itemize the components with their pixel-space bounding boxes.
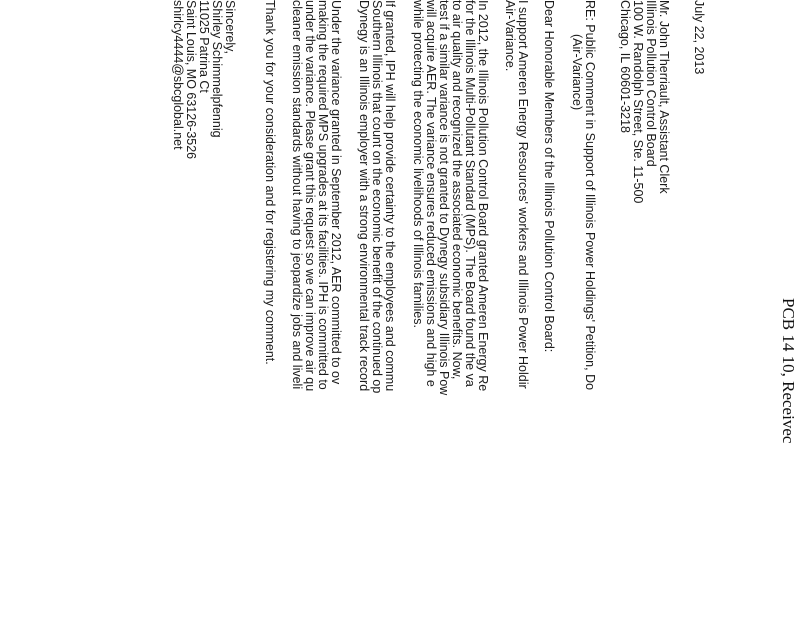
recipient-line: 100 W. Randolph Street, Ste. 11-500 [631, 0, 645, 204]
paragraph-line: In 2012, the Illinois Pollution Control Board granted Ameren Energy Re [476, 0, 490, 392]
recipient-line: Mr. John Therriault, Assistant Clerk [657, 0, 671, 194]
signer-line: Shirley Schimmelpfennig [210, 0, 224, 138]
salutation: Dear Honorable Members of the Illinois Pollution Control Board: [542, 0, 556, 353]
subject-line: RE: Public Comment in Support of Illinois Power Holdings' Petition, Do [583, 0, 597, 391]
paragraph-line: Southern Illinois that count on the economic benefit of the continued op [370, 0, 384, 394]
paragraph-line: test if a similar variance is not granted to Dynegy subsidiary Illinois Pow [437, 0, 451, 396]
paragraph-line: If granted, IPH will help provide certainty to the employees and commu [383, 0, 397, 392]
closing: Sincerely, [223, 0, 237, 54]
signer-line: Saint Louis, MO 63126-3526 [184, 0, 198, 160]
recipient-line: Illinois Pollution Control Board [644, 0, 658, 167]
paragraph-line: making the required MPS upgrades at its facilities. IPH is committed to [316, 0, 330, 390]
paragraph-line: for the Illinois Multi-Pollutant Standard (MPS). The Board found the va [463, 0, 477, 387]
received-stamp: PCB 14 10, Receivec [779, 298, 798, 444]
paragraph-line: will acquire AER. The variance ensures reduced emissions and high e [424, 0, 438, 387]
paragraph-line: Air-Variance. [503, 0, 517, 72]
subject-line: (Air-Variance) [570, 34, 584, 111]
signer-line: shirlcy4444@sbcglobal.net [171, 0, 185, 150]
letter-date: July 22, 2013 [692, 0, 706, 75]
paragraph-line: I support Ameren Energy Resources' workers and Illinois Power Holdir [516, 0, 530, 389]
paragraph-line: to air quality and recognized the associated economic benefits. Now, [450, 0, 464, 380]
paragraph-line: Dynegy is an Illinois employer with a strong environmental track record [357, 0, 371, 392]
paragraph-line: cleaner emission standards without having to jeopardize jobs and liveli [290, 0, 304, 390]
rotated-letter [148, 0, 800, 618]
signer-line: 11025 Patrina Ct [197, 0, 211, 93]
paragraph-line: Thank you for your consideration and for registering my comment. [263, 0, 277, 365]
recipient-line: Chicago, IL 60601-3218 [618, 0, 632, 133]
paragraph-line: while protecting the economic livelihoods of Illinois families. [411, 0, 425, 328]
paragraph-line: under the variance. Please grant this request so we can improve air qu [303, 0, 317, 392]
paragraph-line: Under the variance granted in September 2012, AER committed to ov [329, 0, 343, 385]
